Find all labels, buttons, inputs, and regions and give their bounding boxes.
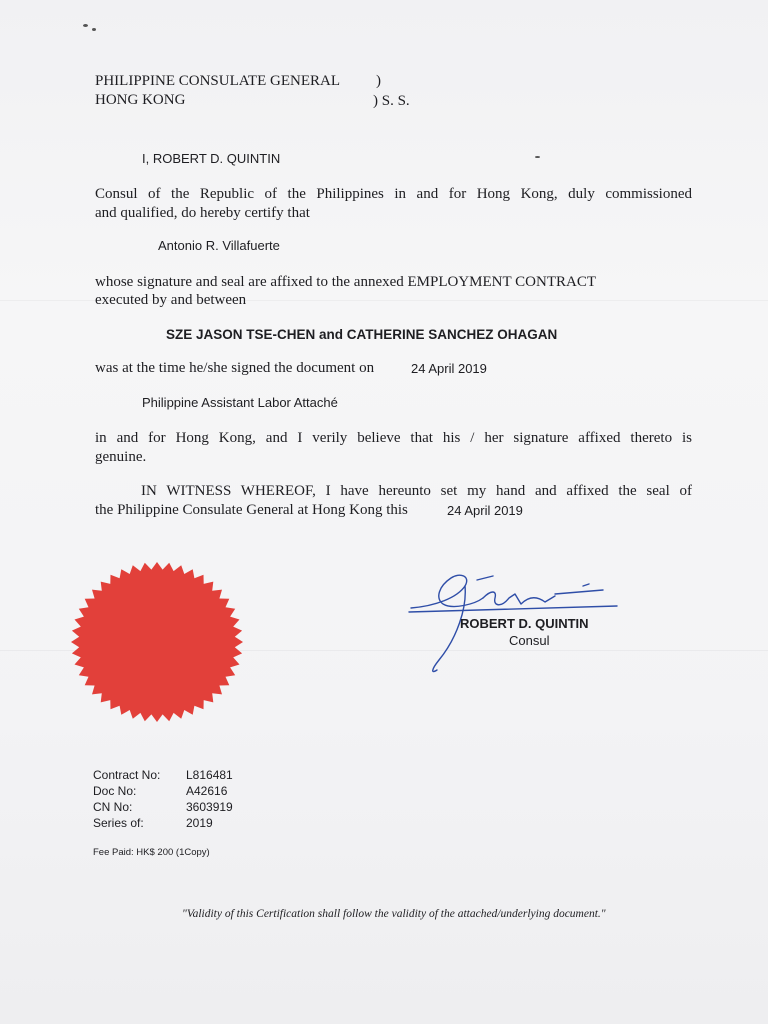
witness-line-1: IN WITNESS WHEREOF, I have hereunto set my hand and affixed the seal of	[141, 483, 692, 499]
signature-stroke	[411, 575, 483, 608]
paragraph-consul-line-1: Consul of the Republic of the Philippines in and for Hong Kong, duly commissioned	[95, 186, 692, 202]
signature-stroke	[555, 590, 603, 594]
signature-stroke	[477, 576, 493, 580]
seal-shape	[71, 562, 243, 722]
scan-speck	[92, 28, 96, 31]
signatory-block-name: ROBERT D. QUINTIN	[460, 616, 589, 631]
meta-value-series: 2019	[186, 816, 213, 830]
meta-label-contract-no: Contract No:	[93, 768, 161, 782]
signature-stroke	[583, 584, 589, 586]
meta-label-cn-no: CN No:	[93, 800, 133, 814]
venue-ss: ) S. S.	[373, 93, 410, 109]
validity-note: "Validity of this Certification shall follow the validity of the attached/underlying document."	[182, 908, 606, 920]
meta-value-contract-no: L816481	[186, 768, 233, 782]
venue-bracket-1: )	[376, 73, 381, 89]
meta-value-cn-no: 3603919	[186, 800, 233, 814]
red-seal	[62, 555, 252, 730]
signed-date-prefix: was at the time he/she signed the document on	[95, 360, 375, 376]
paragraph-genuine-line-1: in and for Hong Kong, and I verily believe that his / her signature affixed thereto is	[95, 430, 692, 446]
venue-line-1: PHILIPPINE CONSULATE GENERAL	[95, 73, 340, 89]
scan-speck	[535, 156, 540, 158]
venue-line-2: HONG KONG	[95, 92, 186, 108]
paragraph-consul-line-2: and qualified, do hereby certify that	[95, 205, 310, 221]
witness-date: 24 April 2019	[447, 503, 523, 518]
signatory-title: Philippine Assistant Labor Attaché	[142, 395, 338, 410]
meta-label-doc-no: Doc No:	[93, 784, 137, 798]
signatory-name: Antonio R. Villafuerte	[158, 238, 280, 253]
meta-label-series: Series of:	[93, 816, 144, 830]
witness-line-2: the Philippine Consulate General at Hong Kong this	[95, 502, 408, 518]
consul-intro: I, ROBERT D. QUINTIN	[142, 151, 281, 166]
signature-stroke	[409, 606, 617, 612]
contract-parties: SZE JASON TSE-CHEN and CATHERINE SANCHEZ OHAGAN	[166, 327, 558, 342]
signature-stroke	[483, 592, 555, 605]
fee-paid: Fee Paid: HK$ 200 (1Copy)	[93, 847, 210, 858]
paragraph-whose-line-2: executed by and between	[95, 292, 247, 308]
paragraph-whose-line-1: whose signature and seal are affixed to the annexed EMPLOYMENT CONTRACT	[95, 274, 596, 290]
scan-speck	[83, 24, 88, 27]
signed-date: 24 April 2019	[411, 361, 487, 376]
meta-value-doc-no: A42616	[186, 784, 228, 798]
paragraph-genuine-line-2: genuine.	[95, 449, 147, 465]
signatory-block-title: Consul	[509, 633, 550, 648]
